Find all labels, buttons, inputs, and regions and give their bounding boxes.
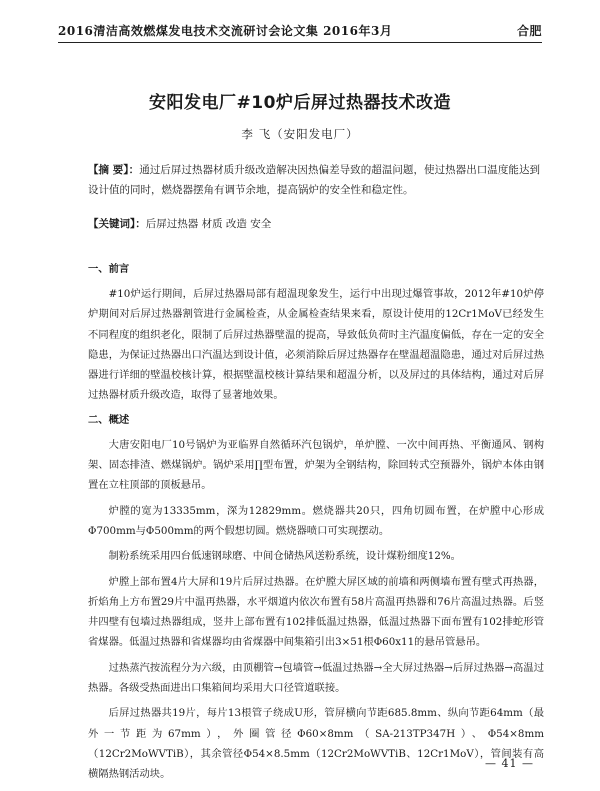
body-paragraph: 制粉系统采用四台低速钢球磨、中间仓储热风送粉系统，设计煤粉细度12%。 [108, 550, 461, 563]
paper-body [88, 260, 544, 790]
keywords [88, 214, 540, 234]
body-paragraph: 后屏过热器共19片，每片13根管子绕成U形，管屏横向节距685.8mm、纵向节距64mm（最外一节距为67mm），外圈管径Φ60×8mm（SA-213TP347H）、Φ54×8mm（12Cr2MoWVTiB），其余管径Φ54×8.5mm（12Cr2MoWVTiB、12Cr1MoV），管间装有高横隔热钢活动块。 [88, 707, 544, 781]
header-conference: 2016清洁高效燃煤发电技术交流研讨会论文集 2016年3月 [58, 24, 393, 38]
keywords-text: 后屏过热器 材质 改造 安全 [145, 218, 272, 230]
body-paragraph: 炉膛的宽为13335mm，深为12829mm。燃烧器共20只，四角切圆布置，在炉膛中心形成Φ700mm与Φ500mm的两个假想切圆。燃烧器喷口可实现摆动。 [88, 504, 544, 537]
header-rule [58, 42, 542, 43]
abstract-label: 【摘 要】： [88, 164, 140, 176]
section-heading-overview: 二、概述 [88, 413, 130, 426]
body-paragraph: #10炉运行期间，后屏过热器局部有超温现象发生，运行中出现过爆管事故，2012年#10炉停炉期间对后屏过热器割管进行金属检查，从金属检查结果来看，原设计使用的12Cr1MoV已经发生不同程度的组织老化，限制了后屏过热器壁温的提高，导致低负荷时主汽温度偏低，存在一定的安全隐患，为保证过热器出口汽温达到设计值，必须消除后屏过热器存在壁温超温隐患，通过对后屏过热器进行详细的壁温校核计算，根据壁温校核计算结果和超温分析，以及屏过的具体结构，通过对后屏过热器材质升级改造，取得了显著地效果。 [88, 288, 544, 402]
section-heading-preface: 一、前言 [88, 263, 130, 275]
body-paragraph: 炉膛上部布置4片大屏和19片后屏过热器。在炉膛大屏区域的前墙和两侧墙布置有壁式再热器，折焰角上方布置29片中温再热器，水平烟道内依次布置有58片高温再热器和76片高温过热器。后竖井四壁有包墙过热器组成，竖井上部布置有102排低温过热器，低温过热器下面布置有102排蛇形管省煤器。低温过热器和省煤器均由省煤器中间集箱引出3×51根Φ60x11的悬吊管悬吊。 [88, 575, 544, 649]
running-header [58, 22, 542, 39]
page-number: — 41 — [485, 757, 534, 770]
paper-author: 李 飞（安阳发电厂） [241, 127, 359, 141]
keywords-label: 【关键词】： [88, 218, 146, 230]
header-city: 合肥 [516, 24, 542, 38]
abstract-text: 通过后屏过热器材质升级改造解决因热偏差导致的超温问题，使过热器出口温度能达到设计值的同时，燃烧器摆角有调节余地，提高锅炉的安全性和稳定性。 [88, 164, 541, 196]
body-paragraph: 大唐安阳电厂10号锅炉为亚临界自然循环汽包锅炉，单炉膛、一次中间再热、平衡通风、钢构架、固态排渣、燃煤锅炉。锅炉采用∏型布置，炉架为全钢结构，除回转式空预器外，锅炉本体由钢置在立柱顶部的顶板悬吊。 [88, 438, 544, 492]
paper-title: 安阳发电厂#10炉后屏过热器技术改造 [149, 93, 451, 113]
abstract [88, 160, 540, 200]
body-paragraph: 过热蒸汽按流程分为六级，由顶棚管→包墙管→低温过热器→全大屏过热器→后屏过热器→高温过热器。各级受热面进出口集箱间均采用大口径管道联接。 [88, 661, 544, 695]
